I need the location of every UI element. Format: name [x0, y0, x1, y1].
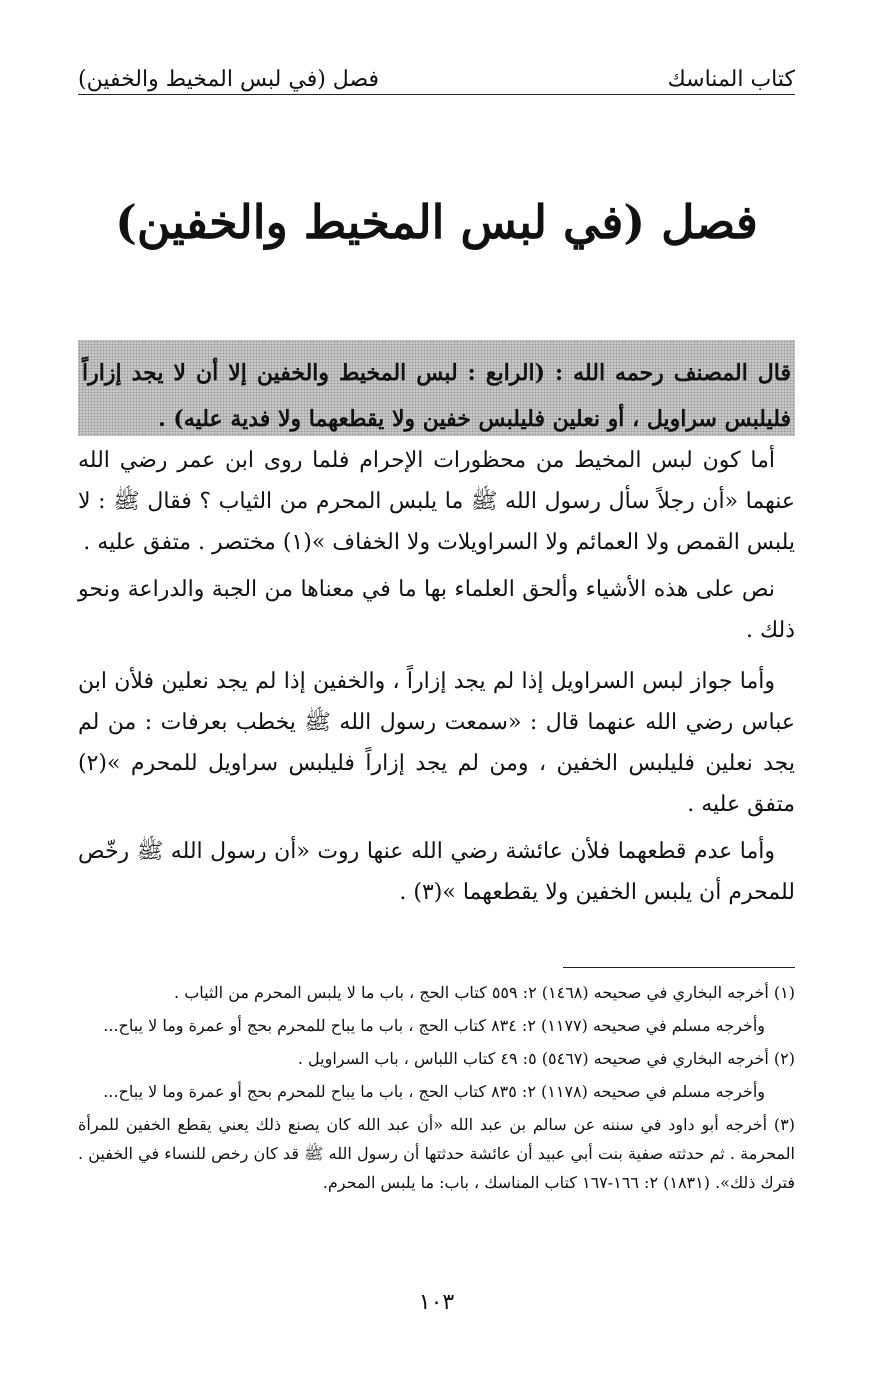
chapter-title: فصل (في لبس المخيط والخفين) [115, 195, 758, 249]
footnote-rule [563, 967, 795, 968]
footnote-1-continuation: وأخرجه مسلم في صحيحه (١١٧٧) ٢: ٨٣٤ كتاب الحج ، باب ما يباح للمحرم بحج أو عمرة وما لا يباح... [103, 1016, 765, 1035]
matn-quote-block: قال المصنف رحمه الله : (الرابع : لبس المخيط والخفين إلا أن لا يجد إزاراً فليلبس سراويل ، أو نعلين فليلبس خفين ولا يقطعهما ولا فدية عليه) . [78, 340, 795, 436]
running-header-book-title: كتاب المناسك [667, 67, 795, 92]
paragraph-1: أما كون لبس المخيط من محظورات الإحرام فلما روى ابن عمر رضي الله عنهما «أن رجلاً سأل رسول الله ﷺ ما يلبس المحرم من الثياب ؟ فقال ﷺ : لا يلبس القمص ولا العمائم ولا السراويلات ولا الخفاف »(١) مختصر . متفق عليه . [78, 448, 795, 555]
commentary-body [78, 440, 795, 919]
paragraph-2: نص على هذه الأشياء وألحق العلماء بها ما في معناها من الجبة والدراعة ونحو ذلك . [78, 577, 795, 643]
footnote-1: (١) أخرجه البخاري في صحيحه (١٤٦٨) ٢: ٥٥٩ كتاب الحج ، باب ما لا يلبس المحرم من الثياب . [174, 983, 795, 1002]
paragraph-4: وأما عدم قطعهما فلأن عائشة رضي الله عنها روت «أن رسول الله ﷺ رخّص للمحرم أن يلبس الخفين ولا يقطعهما »(٣) . [78, 839, 795, 905]
running-header [78, 52, 795, 92]
running-header-section-title: فصل (في لبس المخيط والخفين) [78, 67, 380, 92]
page-number: ١٠٣ [418, 1290, 455, 1315]
paragraph-3: وأما جواز لبس السراويل إذا لم يجد إزاراً ، والخفين إذا لم يجد نعلين فلأن ابن عباس رضي الله عنهما قال : «سمعت رسول الله ﷺ يخطب بعرفات : من لم يجد نعلين فليلبس الخفين ، ومن لم يجد إزاراً فليلبس سراويل للمحرم »(٢) متفق عليه . [78, 669, 795, 817]
footnote-3: (٣) أخرجه أبو داود في سننه عن سالم بن عبد الله «أن عبد الله كان يصنع ذلك يعني يقطع الخفين للمرأة المحرمة . ثم حدثته صفية بنت أبي عبيد أن عائشة حدثتها أن رسول الله ﷺ قد كان رخص للنساء في الخفين . فترك ذلك». (١٨٣١) ٢: ١٦٦-١٦٧ كتاب المناسك ، باب: ما يلبس المحرم. [78, 1115, 795, 1192]
footnote-2: (٢) أخرجه البخاري في صحيحه (٥٤٦٧) ٥: ٤٩ كتاب اللباس ، باب السراويل . [297, 1049, 795, 1068]
header-rule [78, 94, 795, 95]
footnote-2-continuation: وأخرجه مسلم في صحيحه (١١٧٨) ٢: ٨٣٥ كتاب الحج ، باب ما يباح للمحرم بحج أو عمرة وما لا يباح... [103, 1082, 765, 1101]
footnotes [78, 978, 795, 1201]
